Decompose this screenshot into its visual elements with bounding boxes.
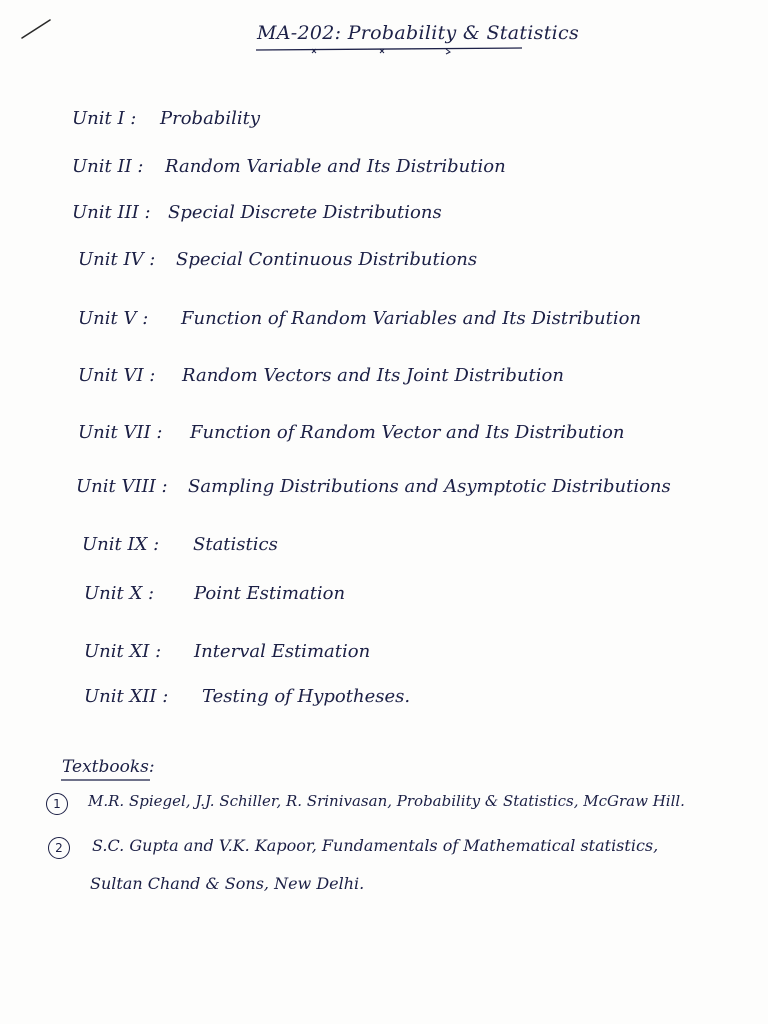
textbook-entry-2-line-1: S.C. Gupta and V.K. Kapoor, Fundamentals of Mathematical statistics, <box>92 836 659 855</box>
textbooks-underline <box>60 778 152 782</box>
unit-title: Function of Random Variables and Its Distribution <box>181 308 642 329</box>
textbook-entry-1: M.R. Spiegel, J.J. Schiller, R. Srinivasan, Probability & Statistics, McGraw Hill. <box>88 792 685 810</box>
unit-row <box>72 156 506 177</box>
unit-row <box>84 583 346 604</box>
title-underline <box>254 44 526 60</box>
unit-row <box>78 422 625 443</box>
unit-title: Function of Random Vector and Its Distribution <box>190 422 625 443</box>
unit-title: Special Discrete Distributions <box>168 202 442 223</box>
unit-title: Sampling Distributions and Asymptotic Distributions <box>188 476 671 497</box>
check-mark-icon <box>20 16 54 42</box>
unit-row <box>78 249 478 270</box>
unit-label: Unit II : <box>72 156 144 177</box>
unit-row <box>78 308 642 329</box>
unit-title: Statistics <box>193 534 278 555</box>
textbook-number-1: 1 <box>46 793 68 815</box>
unit-title: Testing of Hypotheses. <box>202 686 411 707</box>
unit-title: Special Continuous Distributions <box>176 249 478 270</box>
page-title: MA-202: Probability & Statistics <box>257 22 579 44</box>
unit-row <box>76 476 671 497</box>
unit-row <box>78 365 564 386</box>
unit-label: Unit VII : <box>78 422 163 443</box>
unit-title: Interval Estimation <box>194 641 371 662</box>
unit-row <box>84 686 411 707</box>
unit-label: Unit XII : <box>84 686 169 707</box>
unit-title: Random Variable and Its Distribution <box>165 156 506 177</box>
textbook-number-2: 2 <box>48 837 70 859</box>
unit-label: Unit XI : <box>84 641 162 662</box>
unit-row <box>72 202 442 223</box>
unit-row <box>84 641 371 662</box>
unit-row <box>82 534 278 555</box>
unit-row <box>72 108 261 129</box>
unit-label: Unit X : <box>84 583 155 604</box>
unit-label: Unit VIII : <box>76 476 168 497</box>
unit-label: Unit IV : <box>78 249 156 270</box>
textbooks-heading: Textbooks: <box>62 757 155 777</box>
unit-label: Unit III : <box>72 202 151 223</box>
unit-label: Unit V : <box>78 308 149 329</box>
unit-label: Unit IX : <box>82 534 160 555</box>
unit-label: Unit I : <box>72 108 137 129</box>
unit-title: Point Estimation <box>194 583 346 604</box>
unit-title: Random Vectors and Its Joint Distribution <box>182 365 564 386</box>
unit-label: Unit VI : <box>78 365 156 386</box>
textbook-entry-2-line-2: Sultan Chand & Sons, New Delhi. <box>90 874 365 893</box>
unit-title: Probability <box>160 108 261 129</box>
